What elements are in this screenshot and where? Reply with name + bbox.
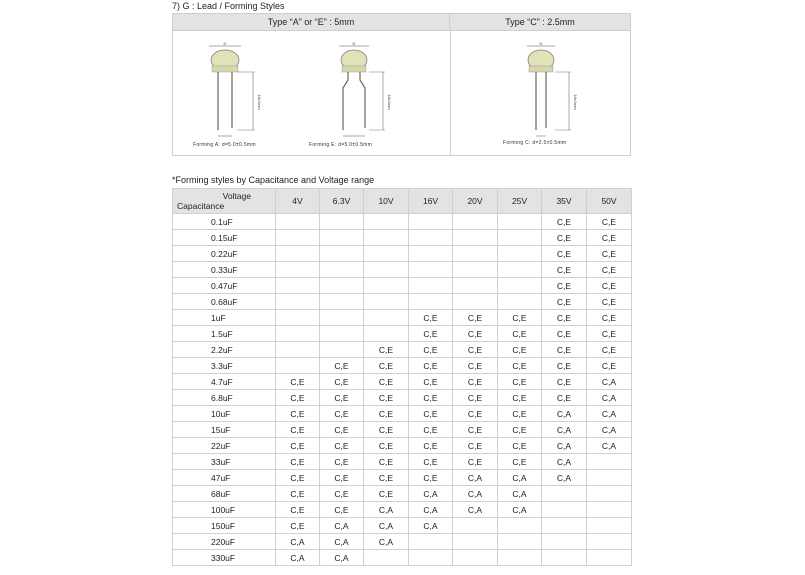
voltage-header: 10V (364, 189, 409, 214)
table-row (173, 406, 632, 422)
forming-style-cell: C,E (364, 438, 409, 454)
forming-style-cell: C,E (276, 518, 320, 534)
forming-c-drawing (503, 40, 583, 140)
forming-style-cell (498, 534, 542, 550)
forming-style-cell: C,E (364, 422, 409, 438)
forming-style-cell: C,E (364, 342, 409, 358)
forming-style-cell (276, 326, 320, 342)
forming-style-cell (364, 294, 409, 310)
type-ae-header: Type “A” or “E” : 5mm (173, 14, 450, 31)
forming-style-cell: C,E (453, 454, 498, 470)
forming-style-cell: C,E (320, 454, 364, 470)
forming-style-cell (276, 246, 320, 262)
forming-style-cell (542, 486, 587, 502)
table-row (173, 230, 632, 246)
table-row (173, 518, 632, 534)
forming-style-cell (364, 278, 409, 294)
forming-style-cell: C,E (364, 486, 409, 502)
forming-style-cell (453, 230, 498, 246)
forming-style-cell: C,E (364, 454, 409, 470)
voltage-header: 20V (453, 189, 498, 214)
forming-style-cell (320, 310, 364, 326)
forming-style-cell: C,E (364, 374, 409, 390)
forming-style-cell: C,E (587, 230, 632, 246)
forming-style-cell (364, 230, 409, 246)
forming-style-cell: C,E (587, 310, 632, 326)
forming-style-cell (364, 214, 409, 230)
forming-style-cell: C,E (320, 422, 364, 438)
forming-style-cell: C,A (498, 502, 542, 518)
forming-style-cell: C,E (542, 390, 587, 406)
forming-style-cell (453, 262, 498, 278)
forming-style-cell: C,E (542, 374, 587, 390)
table-row (173, 262, 632, 278)
forming-style-cell: C,E (409, 454, 453, 470)
forming-styles-panel (172, 13, 631, 156)
forming-style-cell: C,E (409, 438, 453, 454)
corner-header (173, 189, 276, 214)
forming-style-cell (498, 278, 542, 294)
table-header-row (173, 189, 632, 214)
voltage-header: 16V (409, 189, 453, 214)
forming-style-cell: C,A (542, 454, 587, 470)
forming-style-cell (409, 550, 453, 566)
forming-style-cell: C,A (587, 374, 632, 390)
voltage-header: 25V (498, 189, 542, 214)
forming-style-cell: C,E (276, 486, 320, 502)
forming-style-cell: C,A (542, 406, 587, 422)
forming-style-cell: C,E (409, 326, 453, 342)
forming-style-cell: C,E (409, 310, 453, 326)
forming-style-cell: C,E (409, 390, 453, 406)
voltage-header: 4V (276, 189, 320, 214)
forming-style-cell: C,E (498, 438, 542, 454)
table-row (173, 534, 632, 550)
forming-style-cell: C,E (409, 422, 453, 438)
forming-style-cell (587, 534, 632, 550)
forming-style-cell: C,E (320, 358, 364, 374)
forming-style-cell: C,E (542, 278, 587, 294)
forming-style-cell (276, 262, 320, 278)
forming-style-cell (453, 534, 498, 550)
forming-style-cell: C,A (453, 486, 498, 502)
forming-style-cell: C,E (542, 310, 587, 326)
forming-style-cell: C,E (409, 342, 453, 358)
forming-style-cell: C,A (276, 534, 320, 550)
forming-style-cell (542, 534, 587, 550)
panel-divider (450, 31, 451, 156)
forming-style-cell: C,E (587, 294, 632, 310)
forming-style-cell: C,A (364, 502, 409, 518)
forming-style-cell (320, 246, 364, 262)
forming-style-cell (276, 214, 320, 230)
corner-voltage-label: Voltage (222, 191, 251, 201)
forming-style-cell (498, 230, 542, 246)
forming-style-cell: C,A (498, 470, 542, 486)
forming-style-cell: C,A (364, 518, 409, 534)
forming-style-cell: C,E (453, 438, 498, 454)
table-row (173, 486, 632, 502)
table-row (173, 278, 632, 294)
forming-style-cell: C,E (453, 422, 498, 438)
forming-style-cell: C,A (587, 390, 632, 406)
forming-style-cell (364, 246, 409, 262)
forming-style-cell: C,E (587, 342, 632, 358)
forming-style-cell (320, 262, 364, 278)
type-c-header: Type “C” : 2.5mm (450, 14, 630, 31)
forming-style-cell: C,E (409, 374, 453, 390)
capacitance-cell: 330uF (173, 550, 276, 566)
forming-style-cell (453, 214, 498, 230)
capacitance-cell: 33uF (173, 454, 276, 470)
forming-style-cell (587, 454, 632, 470)
forming-style-cell: C,A (453, 502, 498, 518)
forming-style-cell (276, 230, 320, 246)
forming-style-cell (409, 294, 453, 310)
forming-style-cell (542, 550, 587, 566)
forming-style-cell: C,E (453, 342, 498, 358)
forming-style-cell: C,A (409, 486, 453, 502)
forming-style-cell (364, 550, 409, 566)
forming-style-cell (453, 278, 498, 294)
forming-style-cell: C,E (364, 358, 409, 374)
forming-style-cell: C,E (320, 502, 364, 518)
forming-style-cell: C,E (542, 214, 587, 230)
forming-style-cell (320, 326, 364, 342)
capacitance-cell: 1.5uF (173, 326, 276, 342)
forming-style-cell: C,A (409, 502, 453, 518)
forming-style-cell: C,E (542, 342, 587, 358)
forming-style-cell (276, 342, 320, 358)
capacitance-cell: 4.7uF (173, 374, 276, 390)
forming-style-cell (453, 518, 498, 534)
forming-style-cell: C,A (409, 518, 453, 534)
capacitance-cell: 68uF (173, 486, 276, 502)
forming-style-cell (587, 486, 632, 502)
table-row (173, 358, 632, 374)
forming-style-cell: C,E (542, 262, 587, 278)
table-row (173, 214, 632, 230)
forming-style-cell (409, 278, 453, 294)
forming-style-cell: C,E (276, 470, 320, 486)
table-row (173, 390, 632, 406)
forming-style-cell: C,E (453, 358, 498, 374)
forming-style-cell: C,E (320, 486, 364, 502)
forming-a-caption: Forming A: d=5.0±0.5mm (193, 142, 256, 148)
forming-style-cell (276, 294, 320, 310)
forming-style-cell: C,E (320, 438, 364, 454)
forming-style-cell: C,E (409, 406, 453, 422)
forming-style-cell (320, 214, 364, 230)
forming-style-cell: C,E (542, 358, 587, 374)
capacitance-cell: 0.33uF (173, 262, 276, 278)
corner-capacitance-label: Capacitance (177, 201, 225, 211)
forming-style-cell: C,E (498, 342, 542, 358)
forming-style-cell (498, 550, 542, 566)
table-row (173, 294, 632, 310)
forming-style-cell: C,E (276, 454, 320, 470)
forming-style-cell (498, 214, 542, 230)
dim-length-label: 18±1mm (387, 94, 392, 110)
forming-style-cell (409, 262, 453, 278)
table-row (173, 342, 632, 358)
forming-style-cell (498, 294, 542, 310)
forming-style-cell (587, 502, 632, 518)
table-row (173, 246, 632, 262)
forming-style-cell: C,E (276, 502, 320, 518)
forming-style-cell: C,E (498, 406, 542, 422)
forming-style-cell (320, 278, 364, 294)
forming-style-cell: C,E (587, 246, 632, 262)
forming-style-cell (498, 246, 542, 262)
forming-style-cell: C,E (453, 390, 498, 406)
capacitance-cell: 100uF (173, 502, 276, 518)
section-title: 7) G : Lead / Forming Styles (172, 1, 285, 11)
forming-style-cell (587, 518, 632, 534)
table-row (173, 310, 632, 326)
forming-style-cell (364, 262, 409, 278)
forming-style-cell (498, 518, 542, 534)
forming-style-cell: C,A (320, 550, 364, 566)
table-row (173, 438, 632, 454)
forming-style-cell: C,E (498, 390, 542, 406)
forming-style-cell: C,E (276, 374, 320, 390)
capacitance-cell: 0.22uF (173, 246, 276, 262)
forming-style-cell: C,E (453, 406, 498, 422)
capacitance-cell: 22uF (173, 438, 276, 454)
forming-style-cell: C,E (542, 246, 587, 262)
forming-style-cell (453, 246, 498, 262)
forming-style-cell: C,A (498, 486, 542, 502)
table-row (173, 502, 632, 518)
capacitance-cell: 15uF (173, 422, 276, 438)
forming-a-drawing (195, 40, 275, 140)
table-title: *Forming styles by Capacitance and Voltage range (172, 175, 375, 185)
forming-style-cell: C,E (276, 390, 320, 406)
forming-style-cell (409, 230, 453, 246)
forming-style-cell: C,E (542, 294, 587, 310)
table-row (173, 470, 632, 486)
forming-style-cell: C,E (542, 326, 587, 342)
voltage-header: 50V (587, 189, 632, 214)
table-row (173, 454, 632, 470)
forming-style-cell (320, 342, 364, 358)
forming-style-cell: C,A (276, 550, 320, 566)
forming-e-caption: Forming E: d=5.0±0.5mm (309, 142, 373, 148)
forming-style-cell: C,A (542, 422, 587, 438)
table-row (173, 374, 632, 390)
forming-style-cell (320, 230, 364, 246)
dim-top-label: D (223, 41, 227, 46)
capacitance-cell: 10uF (173, 406, 276, 422)
forming-style-cell: C,E (498, 310, 542, 326)
forming-style-cell: C,E (409, 470, 453, 486)
forming-style-cell: C,E (364, 470, 409, 486)
forming-style-cell: C,E (320, 406, 364, 422)
forming-style-cell: C,E (453, 326, 498, 342)
forming-style-cell: C,E (587, 214, 632, 230)
capacitance-cell: 6.8uF (173, 390, 276, 406)
dim-length-label: 18±1mm (257, 94, 262, 110)
forming-style-cell (276, 310, 320, 326)
forming-style-cell: C,E (276, 406, 320, 422)
voltage-header: 6.3V (320, 189, 364, 214)
forming-style-cell: C,E (498, 374, 542, 390)
forming-style-cell (364, 310, 409, 326)
capacitance-cell: 1uF (173, 310, 276, 326)
forming-style-cell (542, 518, 587, 534)
forming-style-cell: C,E (542, 230, 587, 246)
table-row (173, 422, 632, 438)
dim-top-label: D (352, 41, 356, 46)
capacitance-cell: 150uF (173, 518, 276, 534)
forming-style-cell: C,A (320, 518, 364, 534)
forming-style-cell: C,E (320, 470, 364, 486)
forming-style-cell: C,E (498, 326, 542, 342)
forming-style-cell: C,E (453, 310, 498, 326)
capacitance-cell: 47uF (173, 470, 276, 486)
voltage-header: 35V (542, 189, 587, 214)
forming-style-cell: C,E (587, 326, 632, 342)
forming-style-cell: C,E (320, 374, 364, 390)
forming-style-cell: C,E (320, 390, 364, 406)
capacitance-cell: 0.47uF (173, 278, 276, 294)
dim-top-label: D (539, 41, 543, 46)
forming-style-cell: C,E (276, 422, 320, 438)
capacitance-cell: 220uF (173, 534, 276, 550)
forming-style-cell: C,E (409, 358, 453, 374)
capacitance-cell: 0.15uF (173, 230, 276, 246)
forming-style-cell: C,A (320, 534, 364, 550)
forming-style-cell: C,E (498, 358, 542, 374)
forming-styles-table (172, 188, 632, 566)
forming-style-cell: C,E (453, 374, 498, 390)
forming-style-cell: C,A (587, 406, 632, 422)
forming-style-cell (409, 214, 453, 230)
forming-style-cell: C,A (587, 422, 632, 438)
forming-style-cell: C,A (587, 438, 632, 454)
forming-style-cell: C,A (453, 470, 498, 486)
forming-c-caption: Forming C: d=2.5±0.5mm (503, 140, 567, 146)
forming-style-cell (453, 550, 498, 566)
capacitance-cell: 2.2uF (173, 342, 276, 358)
forming-style-cell: C,A (542, 470, 587, 486)
forming-e-drawing (313, 40, 393, 140)
table-row (173, 550, 632, 566)
forming-style-cell: C,E (364, 390, 409, 406)
forming-style-cell (409, 534, 453, 550)
forming-style-cell (587, 550, 632, 566)
capacitance-cell: 3.3uF (173, 358, 276, 374)
forming-style-cell (542, 502, 587, 518)
forming-style-cell: C,E (587, 278, 632, 294)
forming-style-cell: C,E (364, 406, 409, 422)
forming-style-cell: C,E (587, 358, 632, 374)
forming-style-cell: C,E (276, 438, 320, 454)
dim-length-label: 18±1mm (573, 94, 578, 110)
forming-style-cell (498, 262, 542, 278)
forming-style-cell (320, 294, 364, 310)
forming-style-cell: C,E (498, 422, 542, 438)
capacitance-cell: 0.68uF (173, 294, 276, 310)
forming-style-cell: C,E (498, 454, 542, 470)
forming-style-cell: C,A (542, 438, 587, 454)
forming-style-cell: C,E (587, 262, 632, 278)
forming-style-cell (409, 246, 453, 262)
table-row (173, 326, 632, 342)
capacitance-cell: 0.1uF (173, 214, 276, 230)
forming-style-cell (276, 278, 320, 294)
forming-style-cell (453, 294, 498, 310)
forming-style-cell (364, 326, 409, 342)
forming-style-cell (276, 358, 320, 374)
forming-style-cell: C,A (364, 534, 409, 550)
forming-style-cell (587, 470, 632, 486)
